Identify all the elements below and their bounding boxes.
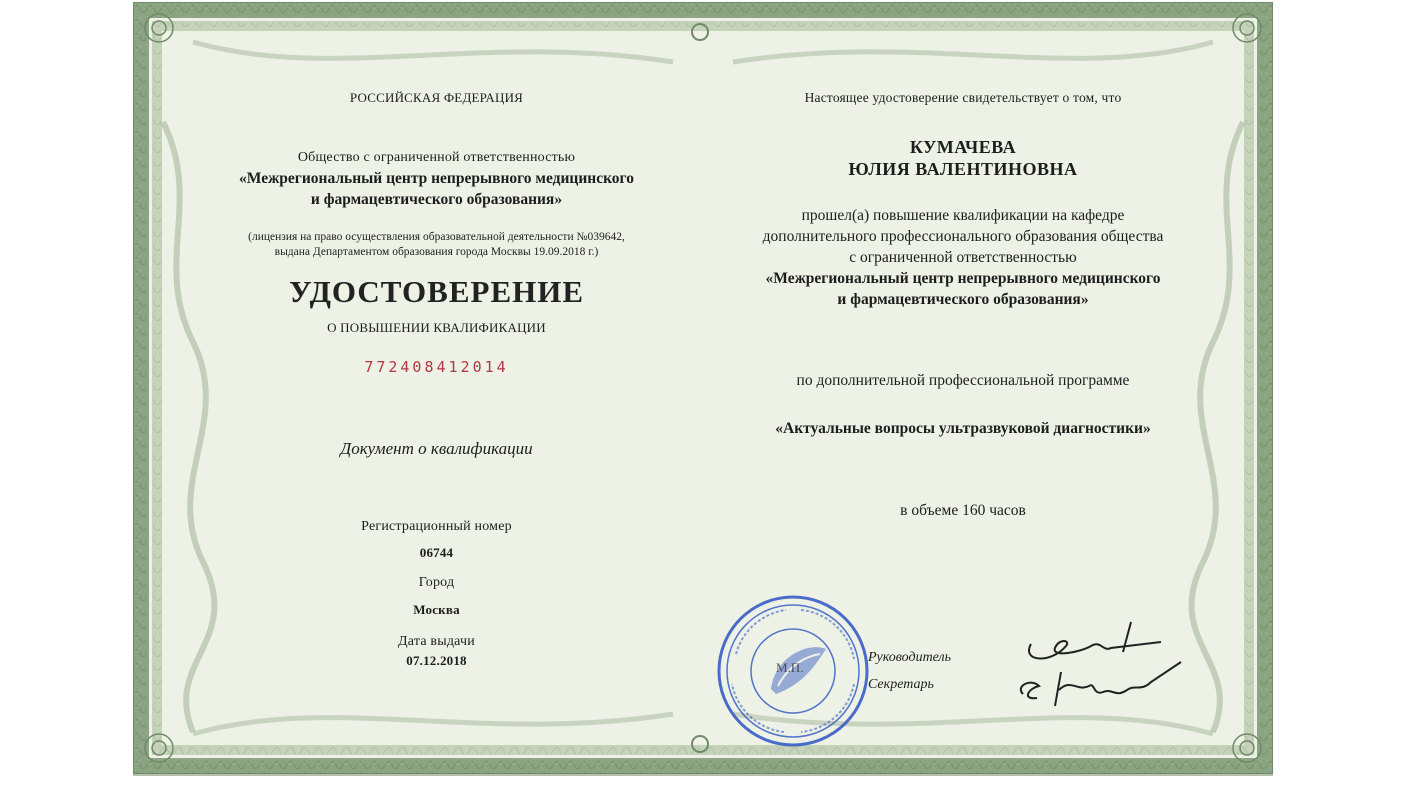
org-name-line2-right: и фармацевтического образования» bbox=[837, 291, 1089, 308]
org-name-line1: «Межрегиональный центр непрерывного медицинского bbox=[239, 170, 634, 187]
scan-bottom-edge bbox=[133, 774, 1273, 776]
country-label: РОССИЙСКАЯ ФЕДЕРАЦИЯ bbox=[349, 90, 524, 105]
role-secretary: Секретарь bbox=[868, 677, 934, 692]
role-head: Руководитель bbox=[868, 650, 952, 665]
org-type: Общество с ограниченной ответственностью bbox=[297, 150, 576, 165]
reg-number-label: Регистрационный номер bbox=[361, 519, 512, 534]
org-name-line1-right: «Межрегиональный центр непрерывного медицинского bbox=[765, 270, 1161, 287]
program-name: «Актуальные вопросы ультразвуковой диагностики» bbox=[775, 420, 1151, 437]
city-label: Город bbox=[418, 575, 455, 590]
body-line2: дополнительного профессионального образования общества bbox=[762, 228, 1164, 245]
recipient-given-names: ЮЛИЯ ВАЛЕНТИНОВНА bbox=[848, 159, 1078, 179]
stamp-mark: М.П. bbox=[776, 660, 804, 675]
license-line2: выдана Департаментом образования города Москвы 19.09.2018 г.) bbox=[274, 246, 599, 258]
license-line1: (лицензия на право осуществления образовательной деятельности №039642, bbox=[248, 231, 625, 243]
reg-number: 06744 bbox=[419, 545, 454, 560]
serial-number: 772408412014 bbox=[364, 358, 509, 376]
recipient-surname: КУМАЧЕВА bbox=[909, 137, 1017, 157]
issue-date-label: Дата выдачи bbox=[398, 634, 475, 649]
document-kind: Документ о квалификации bbox=[340, 439, 533, 458]
official-stamp bbox=[716, 594, 871, 749]
hours-volume: в объеме 160 часов bbox=[900, 502, 1026, 519]
document-title: УДОСТОВЕРЕНИЕ bbox=[288, 274, 585, 309]
issue-date: 07.12.2018 bbox=[406, 653, 467, 668]
program-label: по дополнительной профессиональной программе bbox=[796, 372, 1130, 389]
body-line1: прошел(а) повышение квалификации на кафедре bbox=[801, 207, 1125, 224]
certificate bbox=[133, 2, 1273, 774]
left-page bbox=[193, 2, 680, 774]
city-value: Москва bbox=[413, 602, 460, 617]
document-subtitle: О ПОВЫШЕНИИ КВАЛИФИКАЦИИ bbox=[327, 320, 546, 335]
body-line3: с ограниченной ответственностью bbox=[849, 249, 1077, 266]
signatures bbox=[1011, 602, 1191, 712]
intro-text: Настоящее удостоверение свидетельствует о том, что bbox=[804, 90, 1122, 105]
org-name-line2: и фармацевтического образования» bbox=[310, 191, 563, 208]
